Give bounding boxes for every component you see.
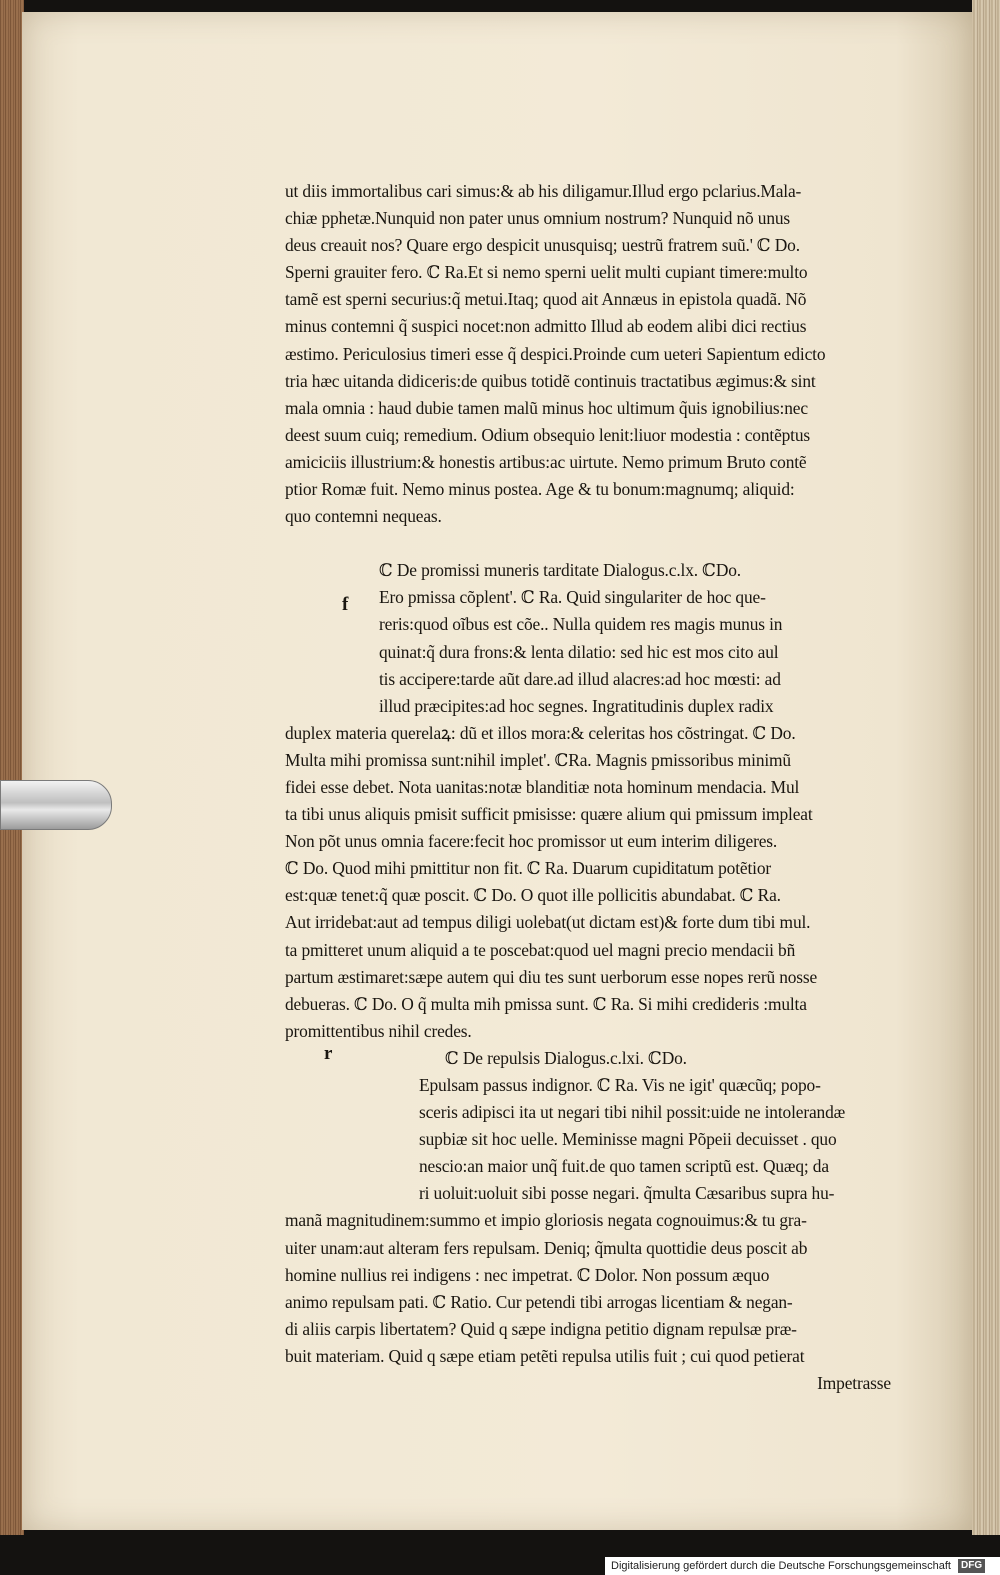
text-line: ut diis immortalibus cari simus:& ab his diligamur.Illud ergo pclarius.Mala- [285, 181, 802, 201]
text-block-top [285, 178, 895, 530]
funding-footer [605, 1557, 1000, 1575]
text-line: ta tibi unus aliquis pmisit sufficit pmisisse: quære alium qui pmissum impleat [285, 804, 813, 825]
text-line: mala omnia : haud dubie tamen malũ minus hoc ultimum q̃uis ignobilius:nec [285, 397, 808, 418]
text-block-section2 [285, 1207, 895, 1370]
chapter-heading-61: ℂ De repulsis Dialogus.c.lxi. ℂDo. [445, 1047, 687, 1068]
text-line: deest suum cuiq; remedium. Odium obsequio lenit:liuor modestia : contẽptus [285, 424, 811, 445]
text-line: promittentibus nihil credes. [285, 1020, 472, 1041]
text-line: ptior Romæ fuit. Nemo minus postea. Age & tu bonum:magnumq; aliquid: [285, 479, 795, 500]
text-line: quo contemni nequeas. [285, 506, 442, 527]
book-edge-left [0, 0, 24, 1535]
text-line: sceris adipisci ita ut negari tibi nihil possit:uide ne intolerandæ [419, 1102, 846, 1123]
text-line: Non põt unus omnia facere:fecit hoc promissor ut eum interim diligeres. [285, 831, 778, 852]
text-line: Epulsam passus indignor. ℂ Ra. Vis ne igit' quæcũq; popo- [419, 1075, 821, 1095]
text-line: tria hæc uitanda didiceris:de quibus totidẽ continuis tractatibus ægimus:& sint [285, 370, 816, 391]
text-line: tamẽ est sperni securius:q̃ metui.Itaq; quod ait Annæus in epistola quadã. Nõ [285, 289, 807, 310]
text-line: partum æstimaret:sæpe autem qui diu tes sunt uerborum esse nopes rerũ nosse [285, 966, 818, 987]
text-line: Multa mihi promissa sunt:nihil implet'. ℂRa. Magnis pmissoribus minimũ [285, 749, 791, 770]
text-line: ta pmitteret unum aliquid a te poscebat:quod uel magni precio mendacii bñ [285, 939, 796, 960]
dfg-logo: DFG [958, 1559, 985, 1573]
text-line: duplex materia querelaꝝ: dũ et illos mora:& celeritas hos cõstringat. ℂ Do. [285, 722, 796, 743]
text-line: ri uoluit:uoluit sibi posse negari. q̃multa Cæsaribus supra hu- [419, 1183, 835, 1204]
text-line: Ero pmissa cõplent'. ℂ Ra. Quid singulariter de hoc que- [379, 587, 766, 608]
text-line: fidei esse debet. Nota uanitas:notæ blanditiæ nota hominum mendacia. Mul [285, 776, 800, 797]
footer-text: Digitalisierung gefördert durch die Deutsche Forschungsgemeinschaft [611, 1560, 951, 1572]
text-block-section1-indented [285, 584, 895, 719]
page-clamp [0, 780, 112, 830]
text-line: quinat:q̃ dura frons:& lenta dilatio: sed hic est mos cito aul [379, 641, 779, 662]
text-line: nescio:an maior unq̃ fuit.de quo tamen scriptũ est. Quæq; da [419, 1156, 829, 1177]
text-line: Aut irridebat:aut ad tempus diligi uolebat(ut dictam est)& forte dum tibi mul. [285, 912, 811, 933]
catchword: Impetrasse [817, 1373, 891, 1394]
text-line: est:quæ tenet:q̃ quæ poscit. ℂ Do. O quot ille pollicitis abundabat. ℂ Ra. [285, 885, 781, 906]
text-line: uiter unam:aut alteram fers repulsam. Deniq; q̃multa quottidie deus poscit ab [285, 1237, 808, 1258]
text-line: animo repulsam pati. ℂ Ratio. Cur petendi tibi arrogas licentiam & negan- [285, 1291, 793, 1312]
text-line: deus creauit nos? Quare ergo despicit unusquisq; uestrũ fratrem suũ.' ℂ Do. [285, 235, 800, 256]
text-line: di aliis carpis libertatem? Quid q sæpe indigna petitio dignam repulsæ præ- [285, 1318, 797, 1339]
text-line: minus contemni q̃ suspici nocet:non admitto Illud ab eodem alibi dici rectius [285, 316, 807, 337]
page-text [285, 178, 895, 1397]
text-line: homine nullius rei indigens : nec impetrat. ℂ Dolor. Non possum æquo [285, 1264, 770, 1285]
text-line: Sperni grauiter fero. ℂ Ra.Et si nemo sperni uelit multi cupiant timere:multo [285, 262, 808, 283]
text-line: chiæ pphetæ.Nunquid non pater unus omnium nostrum? Nunquid nõ unus [285, 208, 791, 229]
text-line: buit materiam. Quid q sæpe etiam petẽti repulsa utilis fuit ; cui quod petierat [285, 1345, 805, 1366]
chapter-heading-60: ℂ De promissi muneris tarditate Dialogus.c.lx. ℂDo. [379, 560, 741, 581]
text-line: manã magnitudinem:summo et impio gloriosis negata cognouimus:& tu gra- [285, 1210, 807, 1231]
text-block-section1 [285, 720, 895, 1045]
text-line: debueras. ℂ Do. O q̃ multa mih pmissa sunt. ℂ Ra. Si mihi credideris :multa [285, 993, 807, 1014]
text-line: tis accipere:tarde aũt dare.ad illud alacres:ad hoc mœsti: ad [379, 668, 781, 689]
text-line: æstimo. Periculosius timeri esse q̃ despici.Proinde cum ueteri Sapientum edicto [285, 343, 826, 364]
book-edge-right [972, 0, 1000, 1535]
text-line: reris:quod oĩbus est cõe.. Nulla quidem res magis munus in [379, 614, 783, 635]
initial-guide-letter: f [342, 594, 349, 615]
text-line: supbiæ sit hoc uelle. Meminisse magni Põpeii decuisset . quo [419, 1129, 837, 1150]
initial-guide-letter: r [324, 1043, 333, 1064]
text-line: illud præcipites:ad hoc segnes. Ingratitudinis duplex radix [379, 695, 774, 716]
text-line: ℂ Do. Quod mihi pmittitur non fit. ℂ Ra. Duarum cupiditatum potẽtior [285, 858, 772, 879]
text-block-section2-indented [285, 1072, 895, 1207]
text-line: amiciciis illustrium:& honestis artibus:ac uirtute. Nemo primum Bruto contẽ [285, 451, 807, 472]
